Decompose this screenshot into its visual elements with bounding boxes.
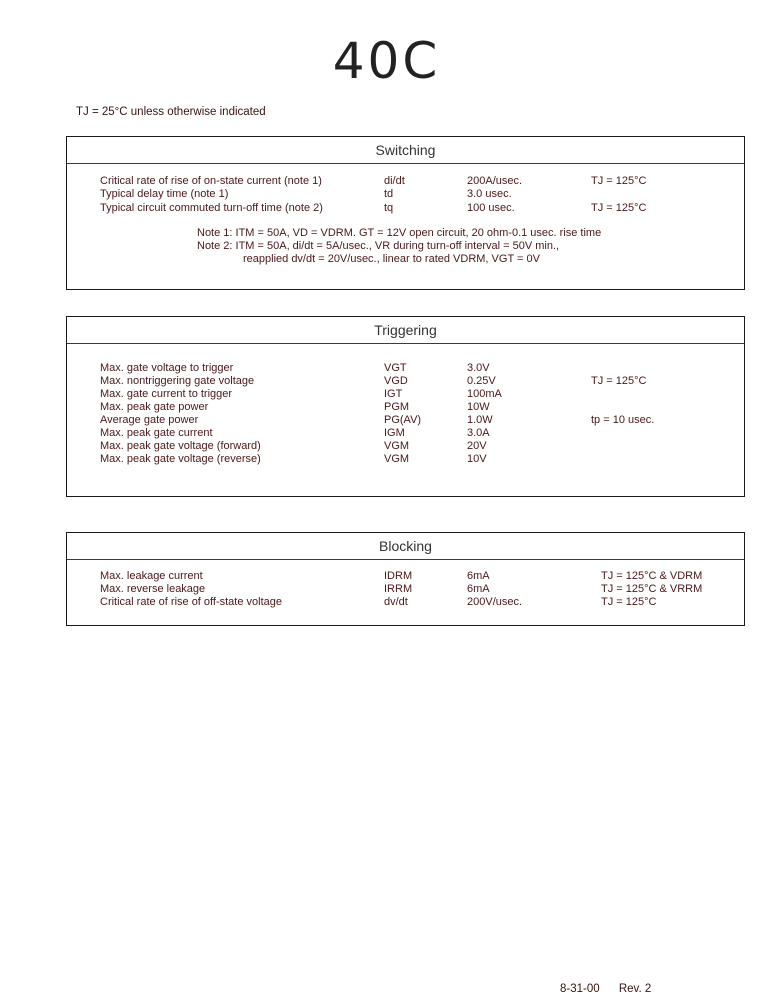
- param-symbol: VGD: [384, 375, 408, 387]
- param-label: Max. nontriggering gate voltage: [100, 375, 255, 387]
- param-symbol: IGM: [384, 427, 405, 439]
- param-condition: TJ = 125°C: [591, 175, 647, 187]
- table-row: [67, 401, 744, 414]
- param-value: 10V: [467, 453, 487, 465]
- blocking-section: [66, 532, 745, 626]
- param-symbol: PG(AV): [384, 414, 422, 426]
- param-label: Max. reverse leakage: [100, 583, 206, 595]
- param-condition: TJ = 125°C: [591, 202, 647, 214]
- note-2: Note 2: ITM = 50A, di/dt = 5A/usec., VR during turn-off interval = 50V min.,: [197, 240, 560, 252]
- table-row: [67, 570, 744, 583]
- switching-heading: Switching: [67, 137, 744, 164]
- table-row: [67, 440, 744, 453]
- param-label: Max. peak gate power: [100, 401, 209, 413]
- test-condition: TJ = 25°C unless otherwise indicated: [76, 106, 266, 118]
- param-value: 1.0W: [467, 414, 493, 426]
- param-value: 200V/usec.: [467, 596, 523, 608]
- param-symbol: VGM: [384, 453, 410, 465]
- param-label: Max. peak gate voltage (forward): [100, 440, 261, 452]
- param-value: 20V: [467, 440, 487, 452]
- param-symbol: dv/dt: [384, 596, 408, 608]
- param-condition: tp = 10 usec.: [591, 414, 655, 426]
- table-row: [67, 414, 744, 427]
- param-symbol: tq: [384, 202, 394, 214]
- param-condition: TJ = 125°C: [591, 375, 647, 387]
- table-row: [67, 202, 744, 215]
- blocking-heading: Blocking: [67, 533, 744, 560]
- table-row: [67, 388, 744, 401]
- param-value: 3.0V: [467, 362, 490, 374]
- revision-footer: [560, 983, 667, 995]
- table-row: [67, 188, 744, 201]
- param-label: Max. leakage current: [100, 570, 203, 582]
- param-value: 100 usec.: [467, 202, 515, 214]
- param-condition: TJ = 125°C & VRRM: [601, 583, 703, 595]
- triggering-section: [66, 316, 745, 497]
- param-value: 0.25V: [467, 375, 496, 387]
- param-value: 6mA: [467, 570, 490, 582]
- param-label: Critical rate of rise of off-state voltage: [100, 596, 282, 608]
- param-label: Critical rate of rise of on-state current (note 1): [100, 175, 322, 187]
- param-symbol: VGT: [384, 362, 407, 374]
- param-symbol: di/dt: [384, 175, 405, 187]
- revision-number: Rev. 2: [618, 983, 652, 995]
- table-row: [67, 596, 744, 609]
- param-value: 10W: [467, 401, 490, 413]
- param-label: Max. peak gate voltage (reverse): [100, 453, 261, 465]
- table-row: [67, 583, 744, 596]
- param-symbol: IDRM: [384, 570, 413, 582]
- table-row: [67, 362, 744, 375]
- param-condition: TJ = 125°C & VDRM: [601, 570, 703, 582]
- param-label: Typical circuit commuted turn-off time (note 2): [100, 202, 323, 214]
- param-value: 6mA: [467, 583, 490, 595]
- table-row: [67, 375, 744, 388]
- note-1: Note 1: ITM = 50A, VD = VDRM. GT = 12V open circuit, 20 ohm-0.1 usec. rise time: [197, 227, 602, 239]
- param-symbol: IGT: [384, 388, 403, 400]
- param-symbol: td: [384, 188, 394, 200]
- param-label: Max. peak gate current: [100, 427, 213, 439]
- param-value: 200A/usec.: [467, 175, 523, 187]
- param-symbol: VGM: [384, 440, 410, 452]
- param-condition: TJ = 125°C: [601, 596, 657, 608]
- param-label: Average gate power: [100, 414, 199, 426]
- param-symbol: PGM: [384, 401, 410, 413]
- param-label: Max. gate voltage to trigger: [100, 362, 234, 374]
- param-value: 3.0 usec.: [467, 188, 512, 200]
- param-label: Typical delay time (note 1): [100, 188, 229, 200]
- revision-date: 8-31-00: [560, 983, 600, 995]
- table-row: [67, 453, 744, 466]
- note-2-continued: reapplied dv/dt = 20V/usec., linear to rated VDRM, VGT = 0V: [243, 253, 540, 265]
- table-row: [67, 175, 744, 188]
- triggering-heading: Triggering: [67, 317, 744, 344]
- param-value: 3.0A: [467, 427, 490, 439]
- switching-section: [66, 136, 745, 290]
- param-label: Max. gate current to trigger: [100, 388, 233, 400]
- table-row: [67, 427, 744, 440]
- page-title: 40C: [332, 32, 441, 90]
- param-symbol: IRRM: [384, 583, 413, 595]
- param-value: 100mA: [467, 388, 502, 400]
